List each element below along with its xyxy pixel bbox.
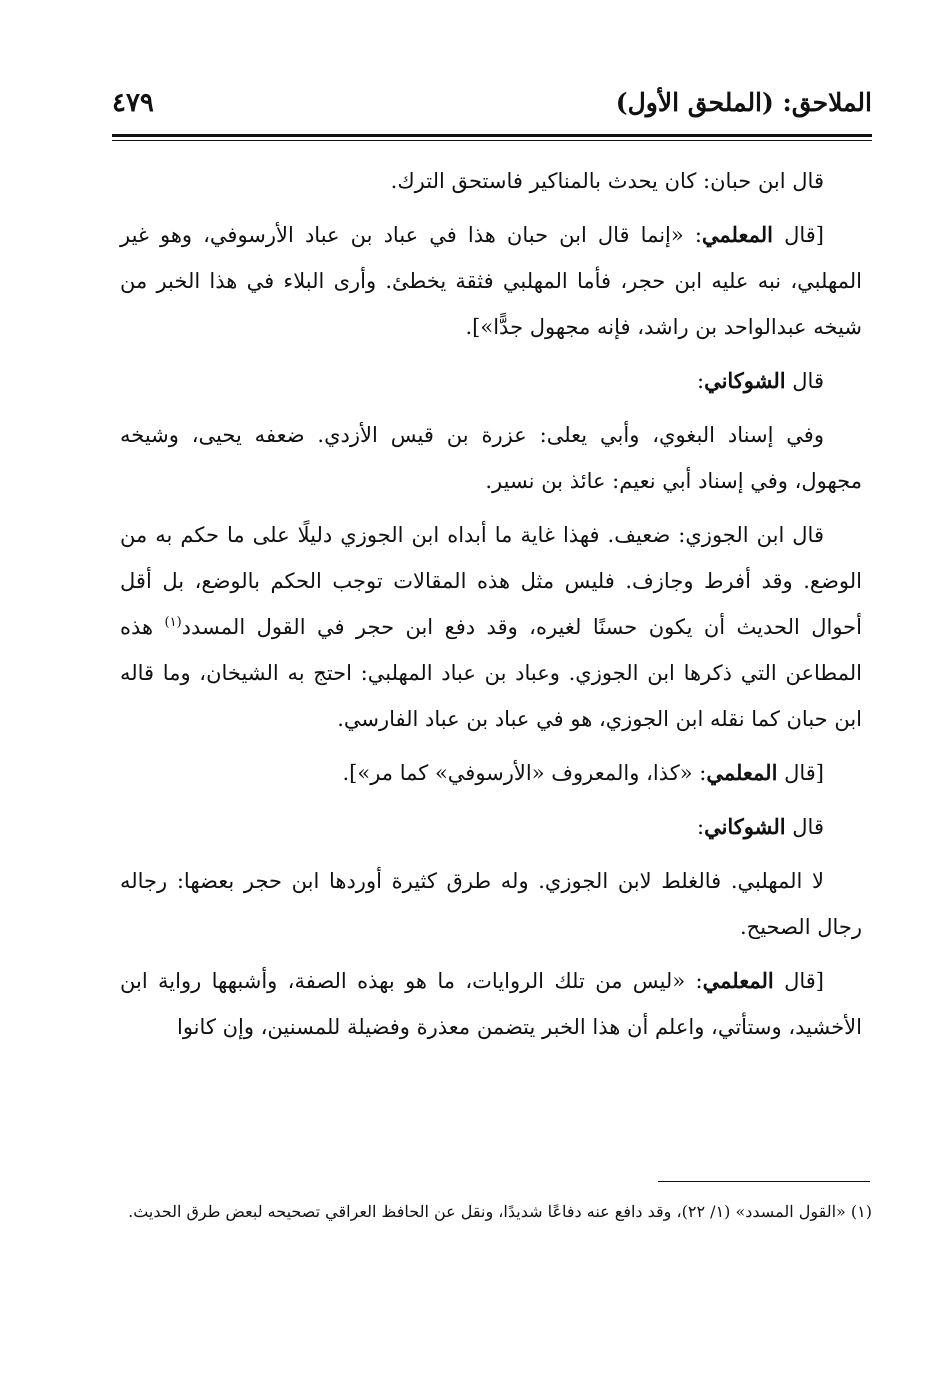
paragraph xyxy=(120,858,862,950)
paragraph xyxy=(120,958,862,1050)
footnotes xyxy=(120,1196,872,1228)
speaker-name: الشوكاني xyxy=(704,368,786,393)
paragraph xyxy=(120,158,862,204)
text-run: [قال xyxy=(773,969,824,993)
footnote-marker: (١) xyxy=(164,615,182,630)
text-run: : xyxy=(696,815,705,839)
footnote-separator xyxy=(658,1181,870,1182)
speaker-name: المعلمي xyxy=(706,760,778,785)
text-run: [قال xyxy=(777,761,824,785)
speaker-name: المعلمي xyxy=(702,968,774,993)
text-run: لا المهلبي. فالغلط لابن الجوزي. وله طرق كثيرة أوردها ابن حجر بعضها: رجاله رجال الصحيح. xyxy=(120,869,862,939)
header-rule-thick xyxy=(112,134,872,137)
paragraph xyxy=(120,358,862,404)
text-run: : «إنما قال ابن حبان هذا في عباد بن عباد الأرسوفي، وهو غير المهلبي، نبه عليه ابن حجر، فأما المهلبي فثقة يخطئ. وأرى البلاء في هذا الخبر من شيخه عبدالواحد بن راشد، فإنه مجهول جدًّا»]. xyxy=(120,223,862,339)
text-run: : «كذا، والمعروف «الأرسوفي» كما مر»]. xyxy=(342,761,707,785)
paragraph xyxy=(120,412,862,504)
text-run: [قال xyxy=(773,223,824,247)
footnote: (١) «القول المسدد» (١/ ٢٢)، وقد دافع عنه دفاعًا شديدًا، ونقل عن الحافظ العراقي تصحيحه لبعض طرق الحديث. xyxy=(128,1202,872,1221)
paragraph xyxy=(120,750,862,796)
paragraph xyxy=(120,212,862,350)
paragraph xyxy=(120,804,862,850)
text-run: قال ابن الجوزي: ضعيف. فهذا غاية ما أبداه ابن الجوزي دليلًا على ما حكم به من الوضع. وقد أفرط وجازف. فليس مثل هذه المقالات توجب الحكم بالوضع، بل أقل أحوال الحديث أن يكون حسنًا لغيره، وقد دفع ابن حجر في القول المسدد xyxy=(120,523,862,639)
header-title: الملاحق: (الملحق الأول) xyxy=(615,88,872,117)
text-run: : xyxy=(696,369,705,393)
text-run: وفي إسناد البغوي، وأبي يعلى: عزرة بن قيس الأزدي. ضعفه يحيى، وشيخه مجهول، وفي إسناد أبي نعيم: عائذ بن نسير. xyxy=(120,423,862,493)
text-run: هذه المطاعن التي ذكرها ابن الجوزي. وعباد بن عباد المهلبي: احتج به الشيخان، وما قاله ابن حبان كما نقله ابن الجوزي، هو في عباد بن عباد الفارسي. xyxy=(120,615,862,731)
speaker-name: الشوكاني xyxy=(704,814,786,839)
text-run: قال xyxy=(785,369,824,393)
text-run: قال ابن حبان: كان يحدث بالمناكير فاستحق الترك. xyxy=(390,169,824,193)
text-run: : «ليس من تلك الروايات، ما هو بهذه الصفة، وأشبهها رواية ابن الأخشيد، وستأتي، واعلم أن هذا الخبر يتضمن معذرة وفضيلة للمسنين، وإن كانوا xyxy=(120,969,862,1039)
running-header xyxy=(112,84,872,130)
speaker-name: المعلمي xyxy=(701,222,774,247)
body-text xyxy=(120,158,862,1058)
paragraph xyxy=(120,512,862,742)
header-rule-thin xyxy=(112,140,872,141)
page-number: ٤٧٩ xyxy=(112,88,154,118)
text-run: قال xyxy=(785,815,824,839)
